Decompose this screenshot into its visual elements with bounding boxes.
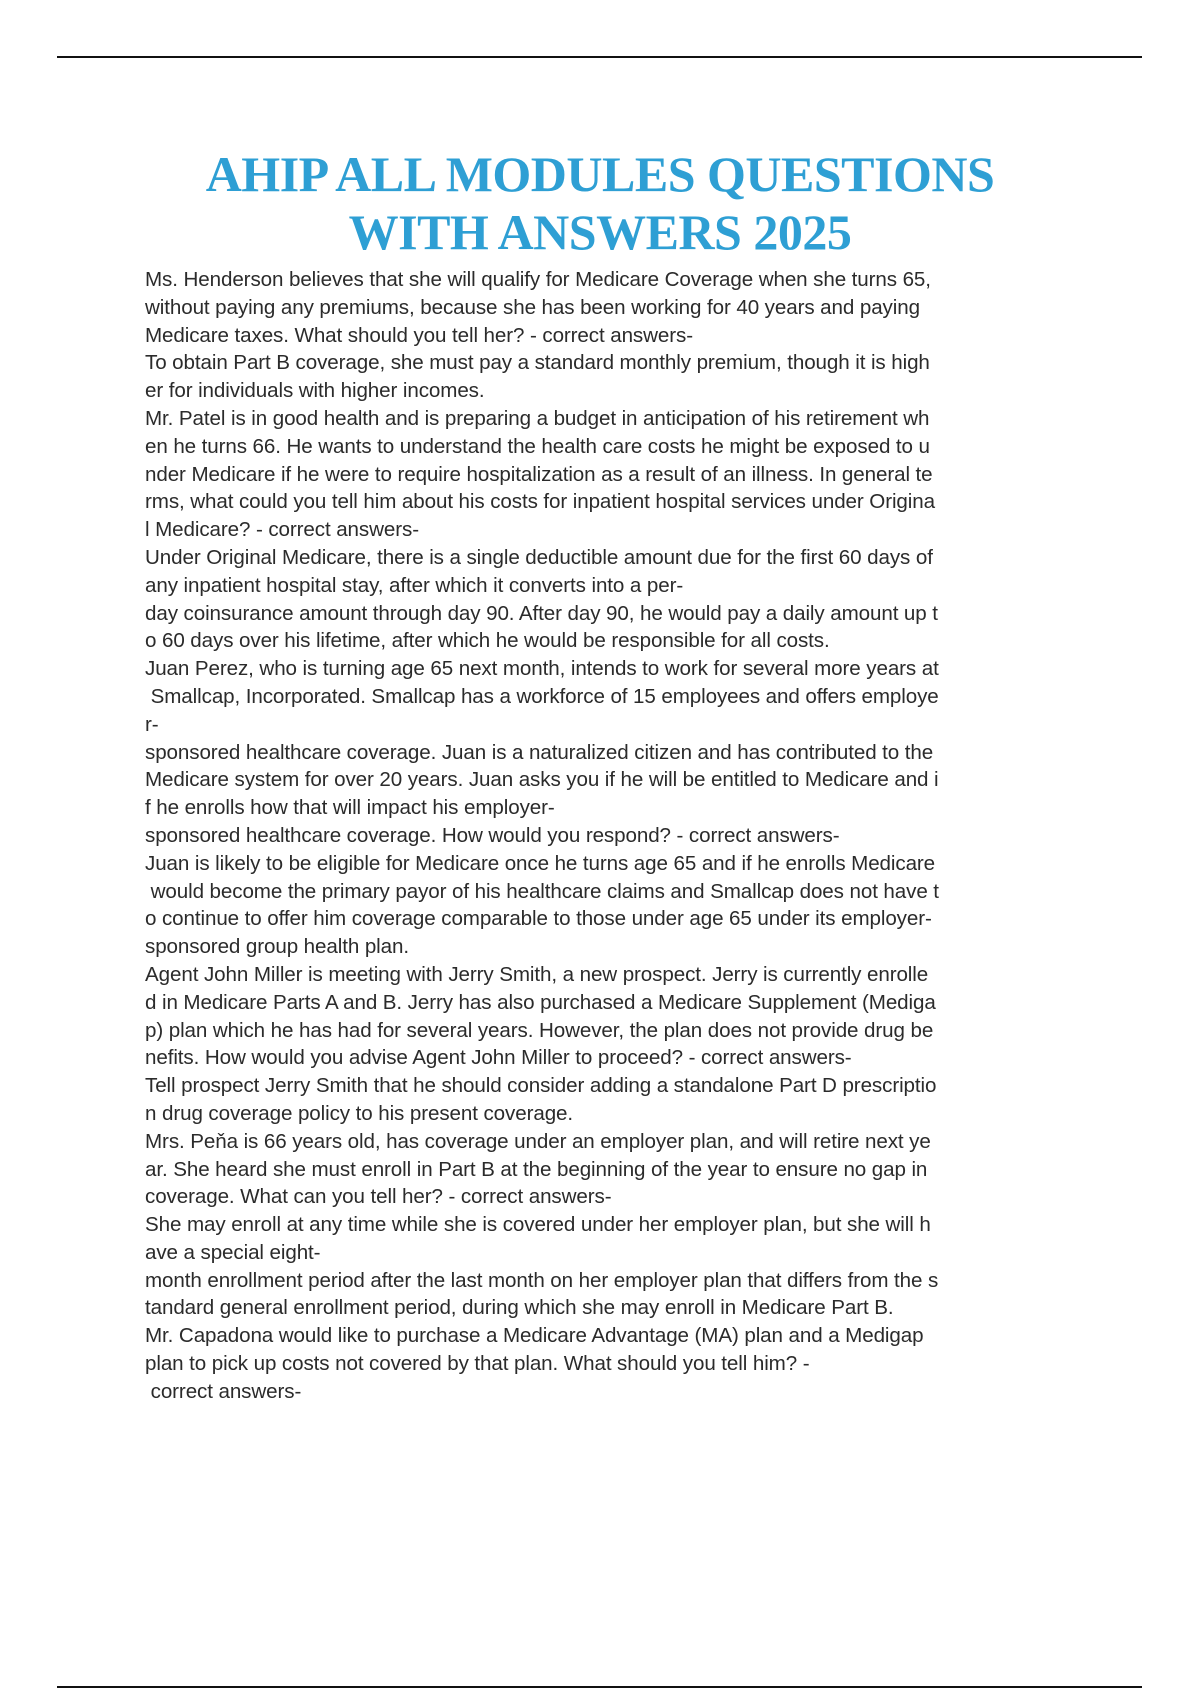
text-line: Tell prospect Jerry Smith that he should consider adding a standalone Part D prescriptio	[145, 1074, 937, 1098]
text-line: l Medicare? - correct answers-	[145, 518, 419, 542]
text-line: To obtain Part B coverage, she must pay a standard monthly premium, though it is high	[145, 351, 930, 375]
text-line: Under Original Medicare, there is a single deductible amount due for the first 60 days of	[145, 545, 933, 569]
text-line: correct answers-	[145, 1379, 302, 1403]
title-line-2: WITH ANSWERS 2025	[348, 204, 852, 260]
text-line: Smallcap, Incorporated. Smallcap has a workforce of 15 employees and offers employe	[145, 684, 939, 708]
text-line: en he turns 66. He wants to understand the health care costs he might be exposed to u	[145, 434, 930, 458]
text-line: rms, what could you tell him about his costs for inpatient hospital services under Origina	[145, 490, 935, 514]
text-line: sponsored healthcare coverage. How would you respond? - correct answers-	[145, 823, 840, 847]
text-line: n drug coverage policy to his present coverage.	[145, 1101, 574, 1125]
text-line: Medicare taxes. What should you tell her? - correct answers-	[145, 323, 693, 347]
text-line: any inpatient hospital stay, after which it converts into a per-	[145, 573, 684, 597]
text-line: Medicare system for over 20 years. Juan asks you if he will be entitled to Medicare and i	[145, 768, 939, 792]
text-line: tandard general enrollment period, during which she may enroll in Medicare Part B.	[145, 1296, 894, 1320]
text-line: nder Medicare if he were to require hospitalization as a result of an illness. In general te	[145, 462, 933, 486]
text-line: Mrs. Peňa is 66 years old, has coverage under an employer plan, and will retire next ye	[145, 1129, 931, 1153]
text-line: Mr. Capadona would like to purchase a Medicare Advantage (MA) plan and a Medigap	[145, 1324, 924, 1348]
text-line: She may enroll at any time while she is covered under her employer plan, but she will h	[145, 1213, 931, 1237]
text-line: p) plan which he has had for several years. However, the plan does not provide drug be	[145, 1018, 934, 1042]
text-line: coverage. What can you tell her? - correct answers-	[145, 1185, 612, 1209]
text-line: sponsored group health plan.	[145, 935, 409, 959]
text-line: Ms. Henderson believes that she will qualify for Medicare Coverage when she turns 65,	[145, 268, 931, 291]
text-line: Agent John Miller is meeting with Jerry Smith, a new prospect. Jerry is currently enrolle	[145, 962, 929, 986]
text-line: o continue to offer him coverage comparable to those under age 65 under its employer-	[145, 907, 932, 931]
document-body	[145, 266, 1095, 1406]
text-line: without paying any premiums, because she has been working for 40 years and paying	[145, 295, 920, 319]
text-line: would become the primary payor of his healthcare claims and Smallcap does not have t	[145, 879, 939, 903]
text-line: plan to pick up costs not covered by that plan. What should you tell him? -	[145, 1352, 810, 1376]
text-line: o 60 days over his lifetime, after which he would be responsible for all costs.	[145, 629, 830, 653]
text-line: nefits. How would you advise Agent John Miller to proceed? - correct answers-	[145, 1046, 852, 1070]
text-line: month enrollment period after the last month on her employer plan that differs from the s	[145, 1268, 939, 1292]
text-line: ave a special eight-	[145, 1240, 321, 1264]
top-rule	[57, 56, 1142, 58]
text-line: Juan Perez, who is turning age 65 next month, intends to work for several more years at	[145, 657, 939, 681]
text-line: sponsored healthcare coverage. Juan is a naturalized citizen and has contributed to the	[145, 740, 934, 764]
text-line: r-	[145, 712, 159, 736]
text-line: d in Medicare Parts A and B. Jerry has also purchased a Medicare Supplement (Mediga	[145, 990, 936, 1014]
title-line-1: AHIP ALL MODULES QUESTIONS	[205, 146, 995, 202]
bottom-rule	[57, 1686, 1142, 1688]
text-line: er for individuals with higher incomes.	[145, 379, 485, 403]
text-line: Mr. Patel is in good health and is preparing a budget in anticipation of his retirement wh	[145, 406, 930, 430]
text-line: day coinsurance amount through day 90. After day 90, he would pay a daily amount up t	[145, 601, 938, 625]
document-title	[60, 145, 1140, 261]
text-line: ar. She heard she must enroll in Part B at the beginning of the year to ensure no gap in	[145, 1157, 928, 1181]
text-line: f he enrolls how that will impact his employer-	[145, 796, 555, 820]
text-line: Juan is likely to be eligible for Medicare once he turns age 65 and if he enrolls Medicare	[145, 851, 936, 875]
